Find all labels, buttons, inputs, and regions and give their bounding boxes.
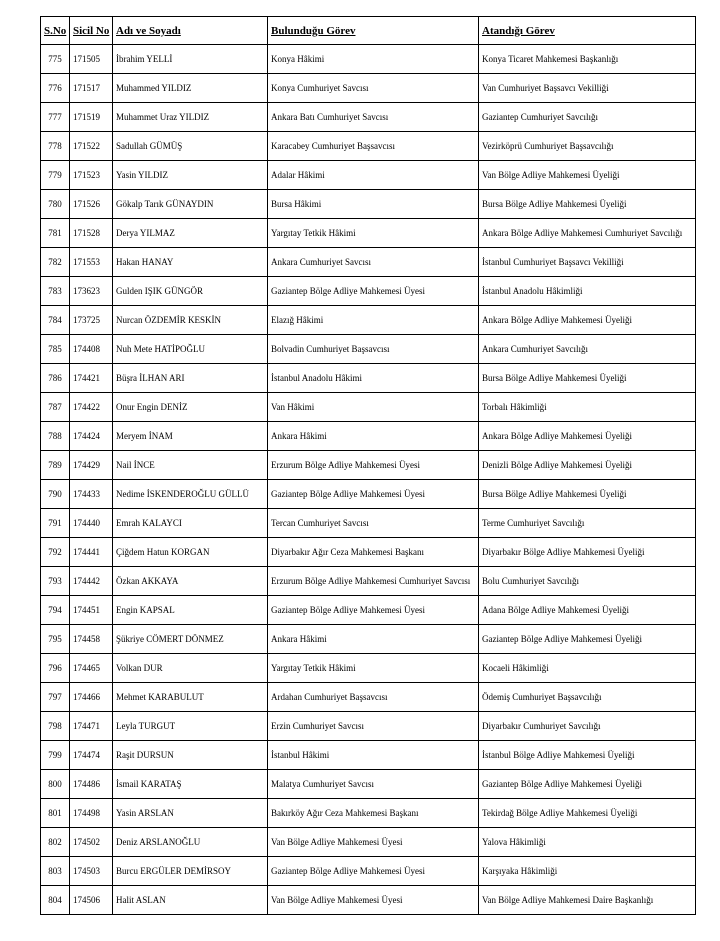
cell-sno: 796 [41, 654, 70, 683]
cell-full-name: Hakan HANAY [113, 248, 268, 277]
cell-assigned-post: Ankara Cumhuriyet Savcılığı [479, 335, 696, 364]
table-row [41, 132, 696, 161]
table-row [41, 683, 696, 712]
cell-sno: 782 [41, 248, 70, 277]
cell-full-name: Çiğdem Hatun KORGAN [113, 538, 268, 567]
cell-sicil-no: 171505 [70, 45, 113, 74]
header-sno: S.No [41, 17, 70, 45]
cell-sicil-no: 171528 [70, 219, 113, 248]
table-row [41, 480, 696, 509]
table-row [41, 625, 696, 654]
cell-full-name: Leyla TURGUT [113, 712, 268, 741]
table-row [41, 741, 696, 770]
cell-full-name: Burcu ERGÜLER DEMİRSOY [113, 857, 268, 886]
cell-sno: 784 [41, 306, 70, 335]
cell-current-post: Ankara Batı Cumhuriyet Savcısı [268, 103, 479, 132]
cell-assigned-post: İstanbul Bölge Adliye Mahkemesi Üyeliği [479, 741, 696, 770]
cell-sicil-no: 173725 [70, 306, 113, 335]
cell-full-name: Onur Engin DENİZ [113, 393, 268, 422]
cell-sno: 786 [41, 364, 70, 393]
cell-sicil-no: 174422 [70, 393, 113, 422]
cell-assigned-post: Diyarbakır Bölge Adliye Mahkemesi Üyeliği [479, 538, 696, 567]
header-assigned-post: Atandığı Görev [479, 17, 696, 45]
cell-current-post: Diyarbakır Ağır Ceza Mahkemesi Başkanı [268, 538, 479, 567]
cell-sicil-no: 174502 [70, 828, 113, 857]
table-row [41, 596, 696, 625]
header-row [41, 17, 696, 45]
cell-assigned-post: Konya Ticaret Mahkemesi Başkanlığı [479, 45, 696, 74]
table-row [41, 857, 696, 886]
header-current-post: Bulunduğu Görev [268, 17, 479, 45]
cell-current-post: Erzin Cumhuriyet Savcısı [268, 712, 479, 741]
cell-sno: 778 [41, 132, 70, 161]
cell-sno: 792 [41, 538, 70, 567]
cell-assigned-post: Denizli Bölge Adliye Mahkemesi Üyeliği [479, 451, 696, 480]
cell-sno: 800 [41, 770, 70, 799]
cell-full-name: Yasin ARSLAN [113, 799, 268, 828]
cell-sicil-no: 174506 [70, 886, 113, 915]
cell-current-post: Erzurum Bölge Adliye Mahkemesi Cumhuriyet Savcısı [268, 567, 479, 596]
cell-assigned-post: Bursa Bölge Adliye Mahkemesi Üyeliği [479, 480, 696, 509]
table-row [41, 567, 696, 596]
header-sicil-no: Sicil No [70, 17, 113, 45]
cell-assigned-post: Gaziantep Bölge Adliye Mahkemesi Üyeliği [479, 770, 696, 799]
cell-sicil-no: 174474 [70, 741, 113, 770]
cell-assigned-post: Gaziantep Bölge Adliye Mahkemesi Üyeliği [479, 625, 696, 654]
cell-current-post: Ankara Hâkimi [268, 625, 479, 654]
cell-full-name: Özkan AKKAYA [113, 567, 268, 596]
cell-current-post: Konya Cumhuriyet Savcısı [268, 74, 479, 103]
cell-assigned-post: İstanbul Anadolu Hâkimliği [479, 277, 696, 306]
cell-sno: 794 [41, 596, 70, 625]
cell-sicil-no: 174503 [70, 857, 113, 886]
cell-assigned-post: Yalova Hâkimliği [479, 828, 696, 857]
cell-current-post: İstanbul Hâkimi [268, 741, 479, 770]
cell-sicil-no: 174408 [70, 335, 113, 364]
table-row [41, 277, 696, 306]
cell-current-post: Tercan Cumhuriyet Savcısı [268, 509, 479, 538]
table-row [41, 335, 696, 364]
cell-full-name: Sadullah GÜMÜŞ [113, 132, 268, 161]
cell-current-post: Yargıtay Tetkik Hâkimi [268, 219, 479, 248]
cell-assigned-post: Van Cumhuriyet Başsavcı Vekilliği [479, 74, 696, 103]
cell-sno: 801 [41, 799, 70, 828]
cell-sicil-no: 174471 [70, 712, 113, 741]
cell-current-post: Ankara Cumhuriyet Savcısı [268, 248, 479, 277]
cell-sno: 777 [41, 103, 70, 132]
cell-full-name: Gökalp Tarık GÜNAYDIN [113, 190, 268, 219]
cell-sicil-no: 173623 [70, 277, 113, 306]
table-row [41, 248, 696, 277]
cell-sno: 802 [41, 828, 70, 857]
cell-current-post: Van Hâkimi [268, 393, 479, 422]
cell-sicil-no: 174440 [70, 509, 113, 538]
cell-full-name: Yasin YILDIZ [113, 161, 268, 190]
cell-sno: 789 [41, 451, 70, 480]
cell-sno: 791 [41, 509, 70, 538]
cell-current-post: İstanbul Anadolu Hâkimi [268, 364, 479, 393]
table-body [41, 45, 696, 915]
cell-assigned-post: Van Bölge Adliye Mahkemesi Daire Başkanlığı [479, 886, 696, 915]
cell-current-post: Gaziantep Bölge Adliye Mahkemesi Üyesi [268, 277, 479, 306]
cell-sicil-no: 174441 [70, 538, 113, 567]
cell-current-post: Elazığ Hâkimi [268, 306, 479, 335]
cell-sno: 781 [41, 219, 70, 248]
cell-sicil-no: 174424 [70, 422, 113, 451]
table-row [41, 422, 696, 451]
table-row [41, 509, 696, 538]
cell-current-post: Ardahan Cumhuriyet Başsavcısı [268, 683, 479, 712]
cell-assigned-post: İstanbul Cumhuriyet Başsavcı Vekilliği [479, 248, 696, 277]
cell-assigned-post: Torbalı Hâkimliği [479, 393, 696, 422]
cell-full-name: Raşit DURSUN [113, 741, 268, 770]
cell-current-post: Malatya Cumhuriyet Savcısı [268, 770, 479, 799]
cell-assigned-post: Adana Bölge Adliye Mahkemesi Üyeliği [479, 596, 696, 625]
cell-full-name: Nedime İSKENDEROĞLU GÜLLÜ [113, 480, 268, 509]
cell-sno: 803 [41, 857, 70, 886]
cell-current-post: Yargıtay Tetkik Hâkimi [268, 654, 479, 683]
table-row [41, 161, 696, 190]
cell-sicil-no: 174458 [70, 625, 113, 654]
cell-sno: 783 [41, 277, 70, 306]
cell-full-name: Muhammed YILDIZ [113, 74, 268, 103]
header-full-name: Adı ve Soyadı [113, 17, 268, 45]
cell-sicil-no: 174498 [70, 799, 113, 828]
table-row [41, 190, 696, 219]
cell-assigned-post: Terme Cumhuriyet Savcılığı [479, 509, 696, 538]
cell-sno: 779 [41, 161, 70, 190]
cell-current-post: Gaziantep Bölge Adliye Mahkemesi Üyesi [268, 857, 479, 886]
cell-full-name: Meryem İNAM [113, 422, 268, 451]
cell-assigned-post: Kocaeli Hâkimliği [479, 654, 696, 683]
cell-full-name: Muhammet Uraz YILDIZ [113, 103, 268, 132]
cell-sicil-no: 174442 [70, 567, 113, 596]
cell-current-post: Adalar Hâkimi [268, 161, 479, 190]
cell-assigned-post: Gaziantep Cumhuriyet Savcılığı [479, 103, 696, 132]
table-row [41, 799, 696, 828]
cell-current-post: Karacabey Cumhuriyet Başsavcısı [268, 132, 479, 161]
cell-sicil-no: 171522 [70, 132, 113, 161]
table-row [41, 364, 696, 393]
cell-sicil-no: 171517 [70, 74, 113, 103]
cell-full-name: Nuh Mete HATİPOĞLU [113, 335, 268, 364]
table-row [41, 654, 696, 683]
cell-assigned-post: Van Bölge Adliye Mahkemesi Üyeliği [479, 161, 696, 190]
cell-sicil-no: 174429 [70, 451, 113, 480]
cell-assigned-post: Ankara Bölge Adliye Mahkemesi Üyeliği [479, 422, 696, 451]
table-row [41, 451, 696, 480]
cell-current-post: Van Bölge Adliye Mahkemesi Üyesi [268, 828, 479, 857]
cell-sicil-no: 174451 [70, 596, 113, 625]
cell-assigned-post: Bursa Bölge Adliye Mahkemesi Üyeliği [479, 364, 696, 393]
cell-assigned-post: Vezirköprü Cumhuriyet Başsavcılığı [479, 132, 696, 161]
cell-full-name: Halit ASLAN [113, 886, 268, 915]
cell-current-post: Gaziantep Bölge Adliye Mahkemesi Üyesi [268, 596, 479, 625]
table-row [41, 828, 696, 857]
cell-sicil-no: 174486 [70, 770, 113, 799]
table-row [41, 103, 696, 132]
appointments-table [40, 16, 696, 915]
cell-sno: 793 [41, 567, 70, 596]
cell-assigned-post: Bursa Bölge Adliye Mahkemesi Üyeliği [479, 190, 696, 219]
table-row [41, 393, 696, 422]
cell-sno: 775 [41, 45, 70, 74]
cell-sicil-no: 171526 [70, 190, 113, 219]
cell-assigned-post: Ankara Bölge Adliye Mahkemesi Üyeliği [479, 306, 696, 335]
table-row [41, 712, 696, 741]
cell-sno: 799 [41, 741, 70, 770]
cell-sicil-no: 174433 [70, 480, 113, 509]
cell-sno: 798 [41, 712, 70, 741]
cell-current-post: Gaziantep Bölge Adliye Mahkemesi Üyesi [268, 480, 479, 509]
cell-assigned-post: Ödemiş Cumhuriyet Başsavcılığı [479, 683, 696, 712]
cell-full-name: Gulden IŞIK GÜNGÖR [113, 277, 268, 306]
cell-sicil-no: 171553 [70, 248, 113, 277]
cell-full-name: Volkan DUR [113, 654, 268, 683]
cell-sicil-no: 171523 [70, 161, 113, 190]
table-row [41, 306, 696, 335]
cell-current-post: Van Bölge Adliye Mahkemesi Üyesi [268, 886, 479, 915]
cell-full-name: Büşra İLHAN ARI [113, 364, 268, 393]
cell-full-name: Derya YILMAZ [113, 219, 268, 248]
cell-full-name: Mehmet KARABULUT [113, 683, 268, 712]
cell-sno: 785 [41, 335, 70, 364]
cell-sno: 795 [41, 625, 70, 654]
cell-full-name: Deniz ARSLANOĞLU [113, 828, 268, 857]
cell-current-post: Ankara Hâkimi [268, 422, 479, 451]
cell-assigned-post: Diyarbakır Cumhuriyet Savcılığı [479, 712, 696, 741]
table-row [41, 45, 696, 74]
cell-full-name: Nail İNCE [113, 451, 268, 480]
table-row [41, 74, 696, 103]
cell-current-post: Bursa Hâkimi [268, 190, 479, 219]
table-row [41, 886, 696, 915]
table-row [41, 770, 696, 799]
cell-assigned-post: Tekirdağ Bölge Adliye Mahkemesi Üyeliği [479, 799, 696, 828]
cell-full-name: Emrah KALAYCI [113, 509, 268, 538]
table-row [41, 538, 696, 567]
cell-full-name: Engin KAPSAL [113, 596, 268, 625]
cell-assigned-post: Karşıyaka Hâkimliği [479, 857, 696, 886]
cell-full-name: İbrahim YELLİ [113, 45, 268, 74]
cell-full-name: İsmail KARATAŞ [113, 770, 268, 799]
cell-full-name: Nurcan ÖZDEMİR KESKİN [113, 306, 268, 335]
cell-sno: 787 [41, 393, 70, 422]
cell-assigned-post: Bolu Cumhuriyet Savcılığı [479, 567, 696, 596]
cell-current-post: Konya Hâkimi [268, 45, 479, 74]
cell-sno: 776 [41, 74, 70, 103]
cell-sicil-no: 174421 [70, 364, 113, 393]
cell-assigned-post: Ankara Bölge Adliye Mahkemesi Cumhuriyet Savcılığı [479, 219, 696, 248]
cell-sicil-no: 174465 [70, 654, 113, 683]
cell-sno: 804 [41, 886, 70, 915]
cell-full-name: Şükriye CÖMERT DÖNMEZ [113, 625, 268, 654]
cell-sno: 790 [41, 480, 70, 509]
table-row [41, 219, 696, 248]
cell-sicil-no: 171519 [70, 103, 113, 132]
cell-current-post: Bolvadin Cumhuriyet Başsavcısı [268, 335, 479, 364]
cell-current-post: Bakırköy Ağır Ceza Mahkemesi Başkanı [268, 799, 479, 828]
cell-sno: 780 [41, 190, 70, 219]
cell-sno: 788 [41, 422, 70, 451]
cell-sicil-no: 174466 [70, 683, 113, 712]
cell-current-post: Erzurum Bölge Adliye Mahkemesi Üyesi [268, 451, 479, 480]
cell-sno: 797 [41, 683, 70, 712]
table-header [41, 17, 696, 45]
